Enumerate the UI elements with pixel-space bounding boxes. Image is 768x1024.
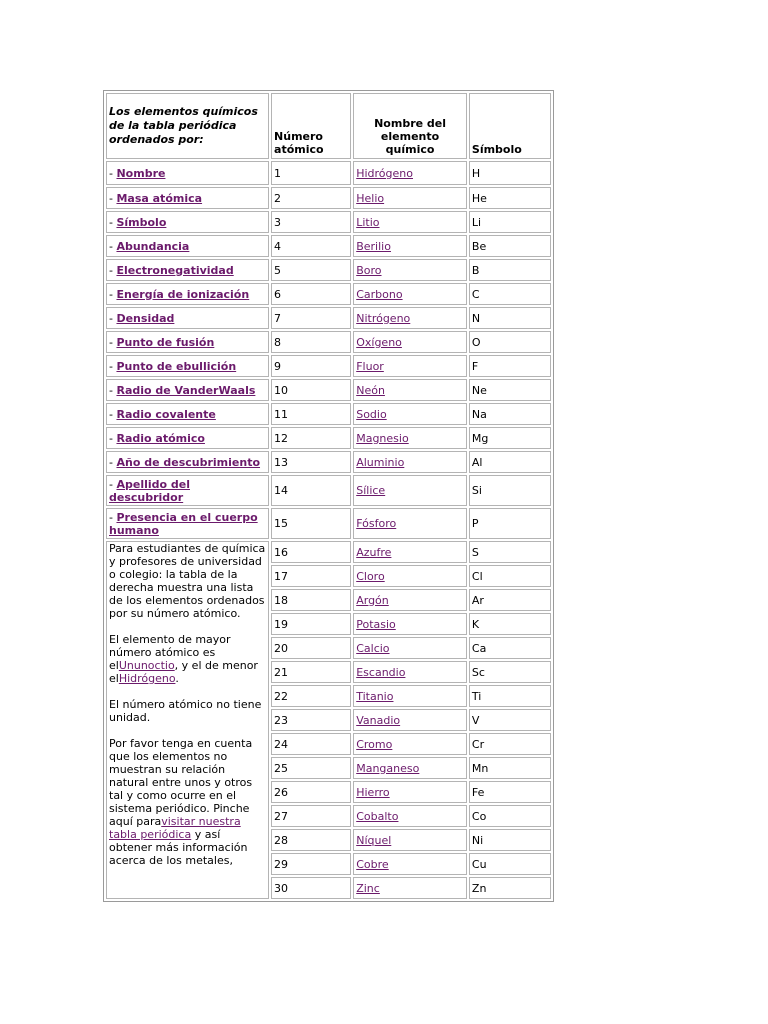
sort-option-cell — [106, 211, 269, 233]
table-row — [106, 379, 551, 401]
element-link[interactable]: Cloro — [356, 569, 385, 583]
element-link[interactable]: Sílice — [356, 484, 386, 497]
periodic-table-link[interactable]: visitar nuestra tabla periódica — [109, 815, 241, 841]
atomic-number-cell: 16 — [271, 541, 351, 563]
sort-link[interactable]: Punto de ebullición — [116, 359, 237, 373]
element-name-cell — [353, 661, 467, 683]
element-link[interactable]: Zinc — [356, 881, 380, 895]
table-row — [106, 403, 551, 425]
sort-option-cell — [106, 259, 269, 281]
element-name-cell — [353, 331, 467, 353]
symbol-cell: Sc — [469, 661, 551, 683]
symbol-cell: Cu — [469, 853, 551, 875]
symbol-cell: H — [469, 161, 551, 185]
dash: - — [109, 359, 117, 373]
element-name-cell — [353, 829, 467, 851]
atomic-number-cell: 13 — [271, 451, 351, 473]
atomic-number-cell: 6 — [271, 283, 351, 305]
atomic-number-cell: 3 — [271, 211, 351, 233]
sort-option-cell — [106, 355, 269, 377]
element-name-cell — [353, 685, 467, 707]
table-row — [106, 475, 551, 506]
atomic-number-cell: 7 — [271, 307, 351, 329]
table-row — [106, 451, 551, 473]
table-row — [106, 211, 551, 233]
table-row — [106, 259, 551, 281]
element-name-cell — [353, 805, 467, 827]
atomic-number-cell: 1 — [271, 161, 351, 185]
element-link[interactable]: Calcio — [356, 641, 390, 655]
dash: - — [109, 311, 117, 325]
dash: - — [109, 510, 117, 524]
symbol-cell: K — [469, 613, 551, 635]
info-text: , y el de menor el — [109, 659, 258, 685]
info-text: El elemento de mayor número atómico es el — [109, 633, 231, 672]
symbol-cell: B — [469, 259, 551, 281]
table-row — [106, 235, 551, 257]
sort-link[interactable]: Nombre — [116, 166, 166, 180]
atomic-number-cell: 18 — [271, 589, 351, 611]
atomic-number-cell: 9 — [271, 355, 351, 377]
element-name-cell — [353, 781, 467, 803]
element-name-cell — [353, 283, 467, 305]
col-atomic-number: Número atómico — [271, 93, 351, 159]
element-link[interactable]: Sodio — [356, 407, 387, 421]
element-link[interactable]: Magnesio — [356, 431, 409, 445]
element-name-cell — [353, 427, 467, 449]
info-paragraph: El número atómico no tiene unidad. — [109, 698, 262, 724]
sort-link[interactable]: Energía de ionización — [116, 287, 250, 301]
element-link[interactable]: Manganeso — [356, 761, 420, 775]
element-link[interactable]: Azufre — [356, 545, 392, 559]
dash: - — [109, 263, 117, 277]
dash: - — [109, 215, 117, 229]
symbol-cell: O — [469, 331, 551, 353]
element-name-cell — [353, 187, 467, 209]
symbol-cell: Be — [469, 235, 551, 257]
element-link[interactable]: Boro — [356, 263, 382, 277]
info-paragraph: Para estudiantes de química y profesores de universidad o colegio: la tabla de la derecha muestra una lista de los elementos ordenados por su número atómico. — [109, 542, 266, 620]
element-link[interactable]: Nitrógeno — [356, 311, 411, 325]
atomic-number-cell: 12 — [271, 427, 351, 449]
symbol-cell: Co — [469, 805, 551, 827]
atomic-number-cell: 15 — [271, 508, 351, 539]
symbol-cell: Ar — [469, 589, 551, 611]
sort-option-cell — [106, 307, 269, 329]
element-link[interactable]: Vanadio — [356, 713, 401, 727]
element-link[interactable]: Aluminio — [356, 455, 405, 469]
sort-link[interactable]: Símbolo — [116, 215, 167, 229]
symbol-cell: P — [469, 508, 551, 539]
symbol-cell: F — [469, 355, 551, 377]
dash: - — [109, 383, 117, 397]
sort-option-cell — [106, 403, 269, 425]
dash: - — [109, 431, 117, 445]
sort-link[interactable]: Apellido del descubridor — [109, 477, 190, 504]
hidrogeno-link[interactable]: Hidrógeno — [118, 672, 176, 685]
element-name-cell — [353, 259, 467, 281]
sort-link[interactable]: Punto de fusión — [116, 335, 215, 349]
table-row — [106, 283, 551, 305]
element-link[interactable]: Litio — [356, 215, 380, 229]
sort-option-cell — [106, 379, 269, 401]
col-symbol: Símbolo — [469, 93, 551, 159]
element-link[interactable]: Titanio — [356, 689, 394, 703]
element-name-cell — [353, 211, 467, 233]
atomic-number-cell: 30 — [271, 877, 351, 899]
element-name-cell — [353, 355, 467, 377]
element-name-cell — [353, 307, 467, 329]
sort-option-cell — [106, 475, 269, 506]
symbol-cell: Ti — [469, 685, 551, 707]
symbol-cell: Ne — [469, 379, 551, 401]
table-row — [106, 331, 551, 353]
table-row — [106, 541, 551, 563]
element-link[interactable]: Escandio — [356, 665, 406, 679]
element-name-cell — [353, 589, 467, 611]
element-name-cell — [353, 379, 467, 401]
element-name-cell — [353, 757, 467, 779]
dash: - — [109, 166, 117, 180]
sort-option-cell — [106, 331, 269, 353]
symbol-cell: Ca — [469, 637, 551, 659]
sort-option-cell — [106, 235, 269, 257]
element-link[interactable]: Helio — [356, 191, 385, 205]
element-link[interactable]: Cromo — [356, 737, 393, 751]
symbol-cell: Mn — [469, 757, 551, 779]
table-row — [106, 307, 551, 329]
sort-option-cell — [106, 508, 269, 539]
info-paragraph — [109, 737, 266, 867]
symbol-cell: Zn — [469, 877, 551, 899]
dash: - — [109, 455, 117, 469]
atomic-number-cell: 29 — [271, 853, 351, 875]
sort-link[interactable]: Presencia en el cuerpo humano — [109, 510, 258, 537]
atomic-number-cell: 11 — [271, 403, 351, 425]
atomic-number-cell: 26 — [271, 781, 351, 803]
atomic-number-cell: 19 — [271, 613, 351, 635]
element-name-cell — [353, 475, 467, 506]
element-link[interactable]: Argón — [356, 593, 389, 607]
element-name-cell — [353, 613, 467, 635]
element-name-cell — [353, 709, 467, 731]
dash: - — [109, 239, 117, 253]
sort-option-cell — [106, 427, 269, 449]
sort-option-cell — [106, 451, 269, 473]
symbol-cell: Si — [469, 475, 551, 506]
sort-link[interactable]: Radio de VanderWaals — [116, 383, 256, 397]
info-text: . — [175, 672, 179, 685]
element-name-cell — [353, 733, 467, 755]
symbol-cell: S — [469, 541, 551, 563]
symbol-cell: V — [469, 709, 551, 731]
sort-link[interactable]: Electronegatividad — [116, 263, 234, 277]
elements-table — [103, 90, 554, 902]
element-link[interactable]: Fósforo — [356, 517, 397, 530]
atomic-number-cell: 8 — [271, 331, 351, 353]
element-link[interactable]: Hidrógeno — [356, 166, 413, 180]
sort-link[interactable]: Abundancia — [116, 239, 190, 253]
element-name-cell — [353, 403, 467, 425]
symbol-cell: Al — [469, 451, 551, 473]
table-header-row — [106, 93, 551, 159]
element-name-cell — [353, 451, 467, 473]
sort-option-cell — [106, 283, 269, 305]
atomic-number-cell: 25 — [271, 757, 351, 779]
dash: - — [109, 191, 117, 205]
element-link[interactable]: Berilio — [356, 239, 391, 253]
atomic-number-cell: 4 — [271, 235, 351, 257]
atomic-number-cell: 22 — [271, 685, 351, 707]
info-paragraph — [109, 633, 266, 685]
symbol-cell: Ni — [469, 829, 551, 851]
element-name-cell — [353, 508, 467, 539]
element-name-cell — [353, 235, 467, 257]
sort-link[interactable]: Año de descubrimiento — [116, 455, 261, 469]
atomic-number-cell: 17 — [271, 565, 351, 587]
atomic-number-cell: 28 — [271, 829, 351, 851]
element-link[interactable]: Cobalto — [356, 809, 399, 823]
symbol-cell: He — [469, 187, 551, 209]
sort-link[interactable]: Radio atómico — [116, 431, 205, 445]
info-text: Por favor tenga en cuenta que los elementos no muestran su relación natural entre unos y otros tal y como ocurre en el sistema periódico. Pinche aquí para — [109, 737, 253, 828]
atomic-number-cell: 14 — [271, 475, 351, 506]
element-link[interactable]: Oxígeno — [356, 335, 402, 349]
atomic-number-cell: 24 — [271, 733, 351, 755]
atomic-number-cell: 2 — [271, 187, 351, 209]
element-link[interactable]: Hierro — [356, 785, 390, 799]
dash: - — [109, 287, 117, 301]
element-name-cell — [353, 565, 467, 587]
element-name-cell — [353, 541, 467, 563]
table-row — [106, 355, 551, 377]
atomic-number-cell: 23 — [271, 709, 351, 731]
symbol-cell: Fe — [469, 781, 551, 803]
dash: - — [109, 407, 117, 421]
symbol-cell: Li — [469, 211, 551, 233]
sort-option-cell — [106, 161, 269, 185]
element-link[interactable]: Fluor — [356, 359, 384, 373]
atomic-number-cell: 20 — [271, 637, 351, 659]
dash: - — [109, 477, 117, 491]
element-name-cell — [353, 161, 467, 185]
element-link[interactable]: Carbono — [356, 287, 403, 301]
info-text: y así obtener más información acerca de los metales, — [109, 828, 248, 867]
intro-text: Los elementos químicos de la tabla periódica ordenados por: — [109, 105, 258, 146]
info-text-cell — [106, 541, 269, 899]
element-link[interactable]: Neón — [356, 383, 385, 397]
symbol-cell: N — [469, 307, 551, 329]
table-row — [106, 161, 551, 185]
element-name-cell — [353, 877, 467, 899]
sort-link[interactable]: Radio covalente — [116, 407, 216, 421]
element-link[interactable]: Níquel — [356, 833, 392, 847]
element-name-cell — [353, 637, 467, 659]
dash: - — [109, 335, 117, 349]
atomic-number-cell: 5 — [271, 259, 351, 281]
atomic-number-cell: 21 — [271, 661, 351, 683]
sort-link[interactable]: Densidad — [116, 311, 175, 325]
symbol-cell: C — [469, 283, 551, 305]
atomic-number-cell: 27 — [271, 805, 351, 827]
element-name-cell — [353, 853, 467, 875]
symbol-cell: Mg — [469, 427, 551, 449]
intro-cell — [106, 93, 269, 159]
element-link[interactable]: Cobre — [356, 857, 389, 871]
col-element-name: Nombre del elemento químico — [353, 93, 467, 159]
symbol-cell: Na — [469, 403, 551, 425]
ununoctio-link[interactable]: Ununoctio — [118, 659, 175, 672]
table-row — [106, 427, 551, 449]
symbol-cell: Cl — [469, 565, 551, 587]
sort-option-cell — [106, 187, 269, 209]
table-row — [106, 508, 551, 539]
table-row — [106, 187, 551, 209]
symbol-cell: Cr — [469, 733, 551, 755]
sort-link[interactable]: Masa atómica — [116, 191, 203, 205]
element-link[interactable]: Potasio — [356, 617, 396, 631]
atomic-number-cell: 10 — [271, 379, 351, 401]
